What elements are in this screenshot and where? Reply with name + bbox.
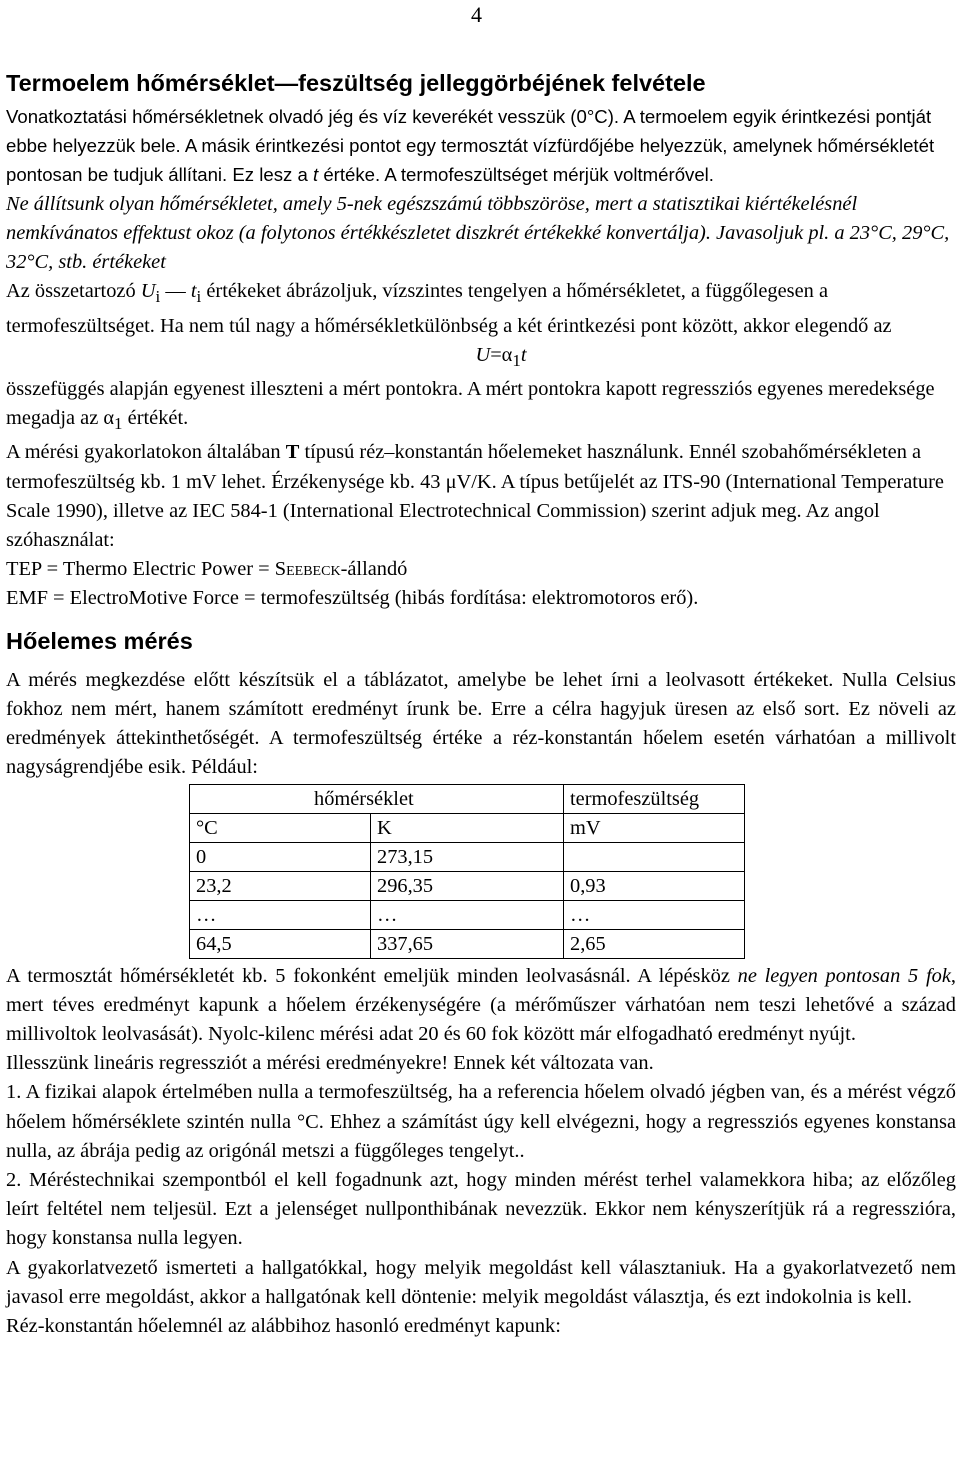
paragraph-table-preparation: A mérés megkezdése előtt készítsük el a táblázatot, amelybe be lehet írni a leolvasott értékeket. Nulla Celsius fokhoz nem mért, hanem számított eredményt írunk be. Erre a célra hagyjuk üresen az első sort. Ez növeli az eredmények áttekinthetőségét. A termofeszültség értéke a réz-konstantán hőelem esetén várhatóan a millivolt nagyságrendjébe esik. Például: — [6, 668, 956, 779]
table-cell: 273,15 — [371, 842, 564, 871]
example-table — [189, 784, 745, 959]
table-cell: 0 — [190, 842, 371, 871]
table-cell: … — [371, 900, 564, 929]
paragraph-italic-note: Ne állítsunk olyan hőmérsékletet, amely 5-nek egészszámú többszöröse, mert a statisztikai kiértékelésnél nemkívánatos effektust okoz (a folytonos értékkészletet diszkrét értékekké konvertálja). Javasoljuk pl. a 23°C, 29°C, 32°C, stb. értékeket — [6, 192, 950, 274]
page-number: 4 — [471, 2, 482, 27]
section-heading-thermocouple-curve: Termoelem hőmérséklet—feszültség jelleggörbéjének felvétele — [6, 70, 706, 96]
table-cell: … — [190, 900, 371, 929]
paragraph-plot-description: Az összetartozó $U_i$ — $t_i$ értékeket ábrázoljuk, vízszintes tengelyen a hőmérsékletet, a függőlegesen a termofeszültséget. Ha nem túl nagy a hőmérsékletkülönbség a két érintkezési pont között, akkor elegendő az — [6, 280, 892, 337]
table-cell: mV — [564, 813, 745, 842]
paragraph-emf-definition: EMF = ElectroMotive Force = termofeszültség (hibás fordítása: elektromotoros erő). — [6, 587, 699, 610]
paragraph-tep-definition: TEP = Thermo Electric Power = Seebeck-állandó — [6, 558, 408, 581]
paragraph-instructor-choice: A gyakorlatvezető ismerteti a hallgatókkal, hogy melyik megoldást kell választaniuk. Ha a gyakorlatvezető nem javasol erre megoldást, akkor a hallgatónak kell döntenie: melyik megoldást választja, és ezt indokolnia is kell. — [6, 1256, 956, 1308]
table-header-temperature: hőmérséklet — [190, 784, 564, 813]
table-row — [190, 929, 745, 958]
document-body — [6, 68, 956, 1341]
table-cell: 0,93 — [564, 871, 745, 900]
table-cell — [564, 842, 745, 871]
section-heading-thermocouple-measurement: Hőelemes mérés — [6, 627, 193, 654]
table-cell: 64,5 — [190, 929, 371, 958]
example-table-wrapper — [6, 784, 956, 959]
table-header-row — [190, 784, 745, 813]
paragraph-step-size: A termosztát hőmérsékletét kb. 5 fokonként emeljük minden leolvasásnál. A lépésköz ne legyen pontosan 5 fok, mert téves eredményt kapunk a hőelem érzékenységére (a mérőműszer várhatóan nem teszi lehetővé a század millivoltok leolvasását). Nyolc-kilenc mérési adat 20 és 60 fok között már elfogadható eredményt nyújt. — [6, 964, 956, 1045]
table-cell: … — [564, 900, 745, 929]
formula-linear: $U=\alpha_1t$ — [475, 343, 527, 370]
table-row — [190, 842, 745, 871]
table-row — [190, 900, 745, 929]
table-cell: °C — [190, 813, 371, 842]
paragraph-t-type-thermocouple: A mérési gyakorlatokon általában T típusú réz–konstantán hőelemeket használunk. Ennél szobahőmérsékleten a termofeszültség kb. 1 mV lehet. Érzékenysége kb. 43 μV/K. A típus betűjelét az ITS-90 (International Temperature Scale 1990), illetve az IEC 584-1 (International Electrotechnical Commission) szerint adjuk meg. Az angol szóhasználat: — [6, 441, 944, 552]
paragraph-regression-fit: összefüggés alapján egyenest illeszteni a mért pontokra. A mért pontokra kapott regressziós egyenes meredeksége megadja az $\alpha_1$ értékét. — [6, 377, 935, 434]
paragraph-result-intro: Réz-konstantán hőelemnél az alábbihoz hasonló eredményt kapunk: — [6, 1314, 561, 1337]
paragraph-option-2: 2. Méréstechnikai szempontból el kell fogadnunk azt, hogy minden mérést terhel valamekkora hiba; az előzőleg leírt feltétel nem teljesül. Ezt a jelenséget nullponthibának nevezzük. Ekkor nem kényszerítjük rá a regresszióra, hogy konstansa nulla legyen. — [6, 1168, 956, 1250]
table-cell: 296,35 — [371, 871, 564, 900]
paragraph-reference-temperature: Vonatkoztatási hőmérsékletnek olvadó jég és víz keverékét vesszük (0°C). A termoelem egyik érintkezési pontját ebbe helyezzük bele. A másik érintkezési pontot egy termosztát vízfürdőjébe helyezzük, amelynek hőmérsékletét pontosan be tudjuk állítani. Ez lesz a t értéke. A termofeszültséget mérjük voltmérővel. — [6, 106, 935, 186]
paragraph-option-1: 1. A fizikai alapok értelmében nulla a termofeszültség, ha a referencia hőelem olvadó jégben van, és a mérést végző hőelem hőmérséklete szintén nulla °C. Ehhez a számítást úgy kell elvégezni, hogy a regressziós egyenes konstansa nulla, az ábrája pedig az origónál metszi a függőleges tengelyt.. — [6, 1081, 956, 1162]
table-cell: 23,2 — [190, 871, 371, 900]
table-units-row — [190, 813, 745, 842]
table-header-voltage: termofeszültség — [564, 784, 745, 813]
table-row — [190, 871, 745, 900]
paragraph-regression-intro: Illesszünk lineáris regressziót a mérési eredményekre! Ennek két változata van. — [6, 1052, 654, 1075]
table-cell: 337,65 — [371, 929, 564, 958]
table-cell: 2,65 — [564, 929, 745, 958]
table-cell: K — [371, 813, 564, 842]
